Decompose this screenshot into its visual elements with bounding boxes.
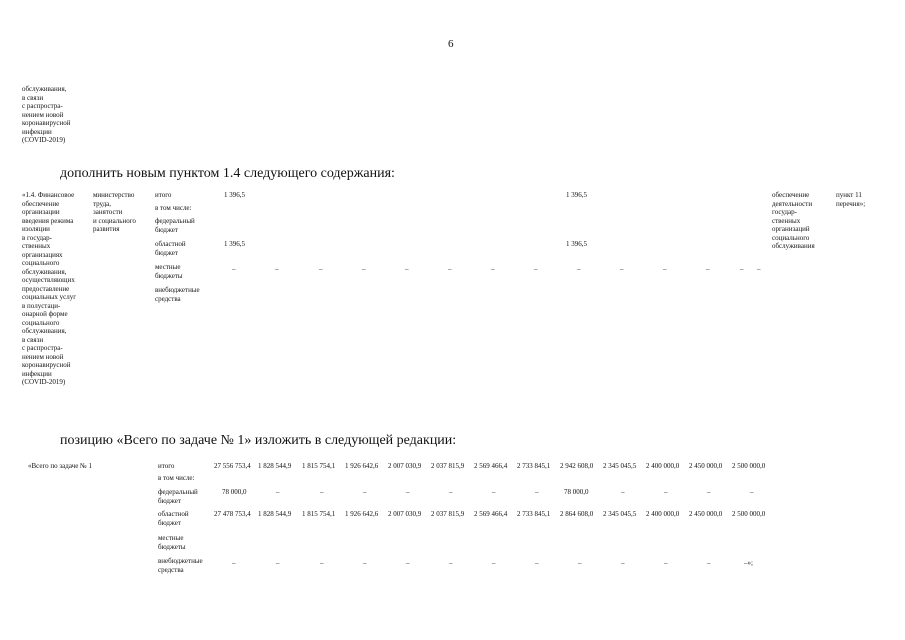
value-cell: – (664, 488, 668, 496)
item14-total-2024: 1 396,5 (566, 191, 587, 199)
text-line: занятости (93, 208, 123, 216)
value-cell: – (276, 559, 280, 567)
heading-add-item: дополнить новым пунктом 1.4 следующего содержания: (60, 166, 395, 181)
value-cell: 2 500 000,0 (732, 510, 766, 518)
text-line: (COVID-2019) (22, 378, 66, 386)
total-label-local: местные бюджеты (158, 534, 186, 551)
value-cell: – (406, 559, 410, 567)
text-line: и социального (93, 216, 136, 225)
text-line: социального (22, 259, 60, 267)
value-cell: – (363, 488, 367, 496)
text-line: ственных (22, 242, 51, 250)
item14-label-local: местные бюджеты (155, 263, 183, 280)
dash-cell: – (620, 265, 624, 273)
value-cell: 27 556 753,4 (214, 462, 251, 470)
text-line: перечня»; (836, 199, 866, 208)
total-label-extra: внебюджетные средства (158, 557, 203, 574)
text-line: социальных услуг (22, 293, 77, 301)
text-line: изоляции (22, 225, 50, 233)
item14-result (772, 191, 815, 251)
value-cell: 78 000,0 (222, 488, 247, 496)
text-line: организациях (22, 250, 63, 259)
value-cell: 2 733 845,1 (517, 510, 551, 518)
value-cell: 2 037 815,9 (431, 510, 465, 518)
text-line: обслуживания, (22, 327, 67, 335)
text-line: обслуживания (772, 242, 815, 250)
text-line: осуществляющих (22, 276, 75, 284)
value-cell: – (492, 488, 496, 496)
dash-cell: – (232, 265, 236, 273)
value-cell: 2 007 030,9 (388, 462, 422, 470)
text-line: министерство (93, 191, 135, 199)
value-cell: 1 828 544,9 (258, 510, 292, 518)
value-cell: 1 926 642,6 (345, 510, 379, 518)
item14-reference (836, 191, 865, 208)
top-fragment (22, 85, 70, 145)
dash-cell: – (663, 265, 667, 273)
value-cell: – (320, 488, 324, 496)
value-cell: – (492, 559, 496, 567)
value-cell: 1 815 754,1 (302, 462, 336, 470)
item14-label-extra: внебюджетные средства (155, 286, 200, 303)
text-line: деятельности (772, 199, 813, 208)
total-label-incl: в том числе: (158, 474, 195, 482)
value-cell: 2 500 000,0 (732, 462, 766, 470)
text-line: инфекции (22, 369, 52, 378)
item14-label-total: итого (155, 191, 172, 199)
item14-name (22, 191, 76, 387)
text-line: с распростра- (22, 344, 63, 352)
value-cell: – (750, 488, 754, 496)
value-cell: 1 828 544,9 (258, 462, 292, 470)
value-cell: 27 478 753,4 (214, 510, 251, 518)
text-line: в государ- (22, 233, 52, 242)
text-line: нением новой (22, 352, 64, 361)
value-cell: – (449, 559, 453, 567)
item14-label-federal: федеральный бюджет (155, 217, 195, 234)
text-line: развития (93, 225, 120, 233)
total-label-regional: областной бюджет (158, 510, 189, 527)
value-cell: 2 569 466,4 (474, 462, 508, 470)
value-cell: 2 450 000,0 (689, 462, 723, 470)
item14-label-regional: областной бюджет (155, 240, 186, 257)
text-line: коронавирусной (22, 119, 71, 127)
text-line: предоставление (22, 284, 70, 293)
value-cell: – (707, 559, 711, 567)
value-cell: – (320, 559, 324, 567)
value-cell: – (621, 488, 625, 496)
value-cell: 2 400 000,0 (646, 510, 680, 518)
dash-cell: – (534, 265, 538, 273)
text-line: нением новой (22, 110, 64, 119)
text-line: социального (22, 318, 60, 327)
text-line: «1.4. Финансовое (22, 191, 75, 199)
value-cell: 1 926 642,6 (345, 462, 379, 470)
value-cell: – (707, 488, 711, 496)
heading-total-task: позицию «Всего по задаче № 1» изложить в следующей редакции: (60, 433, 457, 448)
value-cell: – (276, 488, 280, 496)
value-cell: – (664, 559, 668, 567)
text-line: организаций (772, 225, 810, 233)
text-line: в полустаци- (22, 301, 61, 310)
dash-cell: – (405, 265, 409, 273)
dash-cell: – (757, 265, 761, 273)
dash-cell: – (706, 265, 710, 273)
value-cell: 2 037 815,9 (431, 462, 465, 470)
text-line: социального (772, 233, 810, 242)
value-cell: 2 345 045,5 (603, 462, 637, 470)
value-cell: – (578, 559, 582, 567)
value-cell: 2 942 608,0 (560, 462, 594, 470)
value-cell: 78 000,0 (564, 488, 589, 496)
dash-cell: – (275, 265, 279, 273)
text-line: обслуживания, (22, 267, 67, 276)
value-cell: –»; (744, 559, 753, 567)
dash-cell: – (362, 265, 366, 273)
value-cell: – (535, 559, 539, 567)
value-cell: 2 345 045,5 (603, 510, 637, 518)
item14-label-incl: в том числе: (155, 204, 192, 212)
text-line: в связи (22, 93, 44, 102)
item14-executor (93, 191, 136, 234)
value-cell: 2 450 000,0 (689, 510, 723, 518)
text-line: обеспечение (22, 199, 60, 208)
text-line: онарной форме (22, 310, 68, 318)
item14-regional-2024: 1 396,5 (566, 240, 587, 248)
value-cell: – (449, 488, 453, 496)
item14-total-sum: 1 396,5 (224, 191, 245, 199)
text-line: пункт 11 (836, 191, 862, 199)
value-cell: – (535, 488, 539, 496)
text-line: ственных (772, 216, 801, 225)
text-line: обслуживания, (22, 85, 67, 93)
text-line: обеспечение (772, 191, 810, 199)
text-line: организации (22, 208, 60, 216)
value-cell: 2 864 608,0 (560, 510, 594, 518)
text-line: с распростра- (22, 102, 63, 110)
text-line: государ- (772, 208, 797, 216)
text-line: инфекции (22, 127, 52, 136)
dash-cell: – (577, 265, 581, 273)
value-cell: – (406, 488, 410, 496)
total-label-total: итого (158, 462, 175, 470)
value-cell: 2 400 000,0 (646, 462, 680, 470)
value-cell: 2 569 466,4 (474, 510, 508, 518)
value-cell: 2 733 845,1 (517, 462, 551, 470)
text-line: в связи (22, 335, 44, 344)
item14-regional-sum: 1 396,5 (224, 240, 245, 248)
value-cell: – (621, 559, 625, 567)
page-number: 6 (448, 38, 454, 50)
value-cell: 2 007 030,9 (388, 510, 422, 518)
dash-cell: – (319, 265, 323, 273)
text-line: труда, (93, 199, 112, 208)
total-name: «Всего по задаче № 1 (28, 462, 92, 470)
text-line: введения режима (22, 216, 74, 225)
dash-cell: – (740, 265, 744, 273)
value-cell: 1 815 754,1 (302, 510, 336, 518)
dash-cell: – (491, 265, 495, 273)
text-line: (COVID-2019) (22, 136, 66, 144)
text-line: коронавирусной (22, 361, 71, 369)
dash-cell: – (448, 265, 452, 273)
total-label-federal: федеральный бюджет (158, 488, 198, 505)
value-cell: – (232, 559, 236, 567)
value-cell: – (363, 559, 367, 567)
